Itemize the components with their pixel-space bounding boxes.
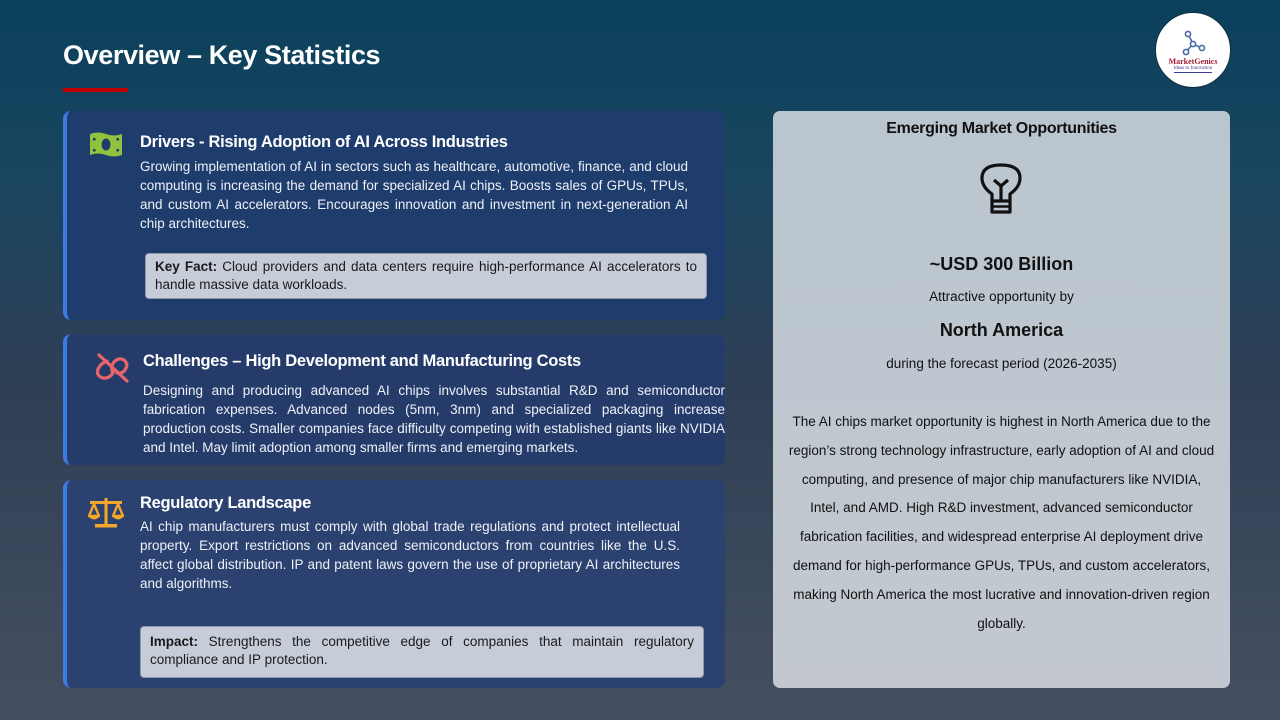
impact-label: Impact:	[150, 634, 199, 649]
money-icon	[88, 129, 124, 159]
regulatory-title: Regulatory Landscape	[140, 494, 311, 512]
challenges-title: Challenges – High Development and Manufacturing Costs	[143, 352, 581, 370]
opportunity-value: ~USD 300 Billion	[929, 254, 1074, 274]
key-fact-label: Key Fact:	[155, 259, 218, 274]
opportunity-period: during the forecast period (2026-2035)	[886, 356, 1117, 371]
scales-icon	[86, 495, 126, 531]
opportunity-description: The AI chips market opportunity is highest in North America due to the region’s strong technology infrastructure, early adoption of AI and cloud computing, and presence of major chip manufacturers like NVIDIA, Intel, and AMD. High R&D investment, advanced semiconductor fabrication facilities, and widespread enterprise AI deployment drive demand for high-performance GPUs, TPUs, and custom accelerators, making North America the most lucrative and innovation-driven region globally.	[788, 414, 1215, 631]
drivers-title: Drivers - Rising Adoption of AI Across Industries	[140, 133, 508, 151]
company-logo	[1155, 12, 1231, 88]
opportunities-title: Emerging Market Opportunities	[886, 120, 1117, 137]
logo-name: MarketGenics	[1168, 56, 1218, 66]
drivers-card	[63, 111, 725, 320]
regulatory-card	[63, 480, 725, 688]
opportunity-region: North America	[939, 320, 1064, 340]
key-fact-text: Cloud providers and data centers require high-performance AI accelerators to handle massive data workloads.	[155, 259, 697, 292]
regulatory-body: AI chip manufacturers must comply with global trade regulations and protect intellectual property. Export restrictions on advanced semiconductors from countries like the U.S. affect global distribution. IP and patent laws govern the use of proprietary AI architectures and algorithms.	[140, 519, 680, 591]
logo-tagline: Ideas to Innovation	[1173, 65, 1213, 71]
broken-link-icon	[93, 351, 133, 385]
title-underline	[63, 88, 128, 92]
challenges-card	[63, 334, 725, 465]
drivers-body: Growing implementation of AI in sectors such as healthcare, automotive, finance, and cloud computing is increasing the demand for specialized AI chips. Boosts sales of GPUs, TPUs, and custom AI accelerators. Encourages innovation and investment in next-generation AI chip architectures.	[140, 159, 688, 231]
impact-box	[140, 626, 704, 678]
opportunity-subtitle: Attractive opportunity by	[929, 289, 1074, 304]
page-title: Overview – Key Statistics	[63, 40, 381, 70]
key-fact-box	[145, 253, 707, 299]
network-nodes-icon	[1180, 30, 1206, 56]
challenges-body: Designing and producing advanced AI chips involves substantial R&D and semiconductor fabrication expenses. Advanced nodes (5nm, 3nm) and specialized packaging increase production costs. Smaller companies face difficulty competing with established giants like NVIDIA and Intel. May limit adoption among smaller firms and emerging markets.	[143, 383, 725, 455]
lightbulb-icon	[978, 161, 1024, 217]
impact-text: Strengthens the competitive edge of companies that maintain regulatory compliance and IP protection.	[150, 634, 694, 667]
opportunities-panel	[773, 111, 1230, 688]
